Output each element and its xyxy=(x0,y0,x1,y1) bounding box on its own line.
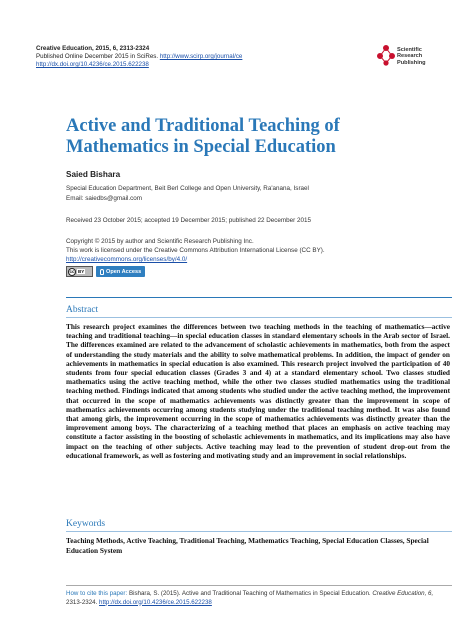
open-access-label: Open Access xyxy=(106,268,142,275)
citation-block xyxy=(66,590,446,607)
published-line xyxy=(36,53,356,61)
open-access-badge[interactable] xyxy=(96,266,145,277)
affiliation-block xyxy=(66,184,446,203)
citation-pages: 2313-2324. xyxy=(66,598,100,606)
license-badges xyxy=(66,266,145,277)
keywords-heading: Keywords xyxy=(66,519,106,529)
publication-dates: Received 23 October 2015; accepted 19 December 2015; published 22 December 2015 xyxy=(66,217,312,224)
copyright-line: Copyright © 2015 by author and Scientific Research Publishing Inc. xyxy=(66,238,254,245)
keywords-text: Teaching Methods, Active Teaching, Traditional Teaching, Mathematics Teaching, Special Education Classes, Special Education System xyxy=(66,536,429,555)
published-prefix: Published Online December 2015 in SciRes. xyxy=(36,53,160,60)
author-name: Saied Bishara xyxy=(66,170,121,179)
cc-by-badge[interactable] xyxy=(66,266,93,277)
citation-journal: Creative Education, 6, xyxy=(372,590,434,597)
journal-header xyxy=(36,45,356,69)
keywords-rule xyxy=(66,531,452,532)
license-link[interactable]: http://creativecommons.org/licenses/by/4.0/ xyxy=(66,256,188,263)
abstract-heading-rule xyxy=(66,317,452,318)
logo-line-2: Research xyxy=(397,53,423,60)
by-label: BY xyxy=(78,269,85,274)
logo-text xyxy=(397,47,426,66)
citation-label: How to cite this paper: xyxy=(66,590,128,597)
paper-title: Active and Traditional Teaching of Mathematics in Special Education xyxy=(66,116,340,157)
abstract-text: This research project examines the differences between two teaching methods in the teaching of mathematics—active teaching and traditional teaching—in special education classes in standard elementary schools in the Arab sector of Israel. The differences examined are related to the advancement of scholastic achievements in mathematics, both from the aspect of understanding the study materials and the ability to solve mathematical problems. In addition, the impact of gender on achievements in mathematics in special education is also examined. This research project involved the participation of 40 students from four special education classes (Grades 3 and 4) at a standard elementary school. Two classes studied mathematics using the active teaching method, while the other two classes studied mathematics using the traditional teaching method. Findings indicated that among students who studied under the active teaching method, the improvement that occurred in the scope of mathematics achievements was distinctly greater than the improvement in scope of mathematics achievements occurring among students studying under the traditional teaching method. It was also found that among girls, the improvement occurring in the scope of mathematics achievements was distinctly greater than the improvement among boys. The characterizing of a teaching method that places an emphasis on active teaching may constitute a factor assisting in the boosting of scholastic achievements in mathematics, and its implications may also have impact on the teaching of other subjects. Active teaching may lead to the prevention of student drop-out from the educational framework, as well as fostering and motivating study and an improvement in social relationships. xyxy=(66,322,450,460)
author-email: Email: saiedbs@gmail.com xyxy=(66,194,143,202)
journal-link[interactable]: http://www.scirp.org/journal/ce xyxy=(159,53,243,60)
doi-line xyxy=(36,61,356,69)
abstract-heading: Abstract xyxy=(66,305,99,315)
cc-icon: cc xyxy=(69,268,75,274)
open-lock-icon xyxy=(100,269,104,275)
license-line: This work is licensed under the Creative Commons Attribution International License (CC BY). xyxy=(66,247,325,254)
logo-line-1: Scientific xyxy=(397,47,422,53)
citation-text: Bishara, S. (2015). Active and Traditional Teaching of Mathematics in Special Education. xyxy=(127,590,373,597)
abstract-top-rule xyxy=(66,297,452,298)
copyright-block xyxy=(66,237,446,264)
journal-citation: Creative Education, 2015, 6, 2313-2324 xyxy=(36,45,150,52)
logo-line-3: Publishing xyxy=(397,59,426,66)
scirp-logo xyxy=(376,44,456,74)
affiliation: Special Education Department, Beit Berl College and Open University, Ra'anana, Israel xyxy=(66,185,309,192)
footer-rule xyxy=(66,585,452,586)
citation-doi-link[interactable]: http://dx.doi.org/10.4236/ce.2015.622238 xyxy=(99,598,212,606)
doi-link[interactable]: http://dx.doi.org/10.4236/ce.2015.622238 xyxy=(36,61,149,68)
scirp-logo-icon xyxy=(376,44,396,66)
